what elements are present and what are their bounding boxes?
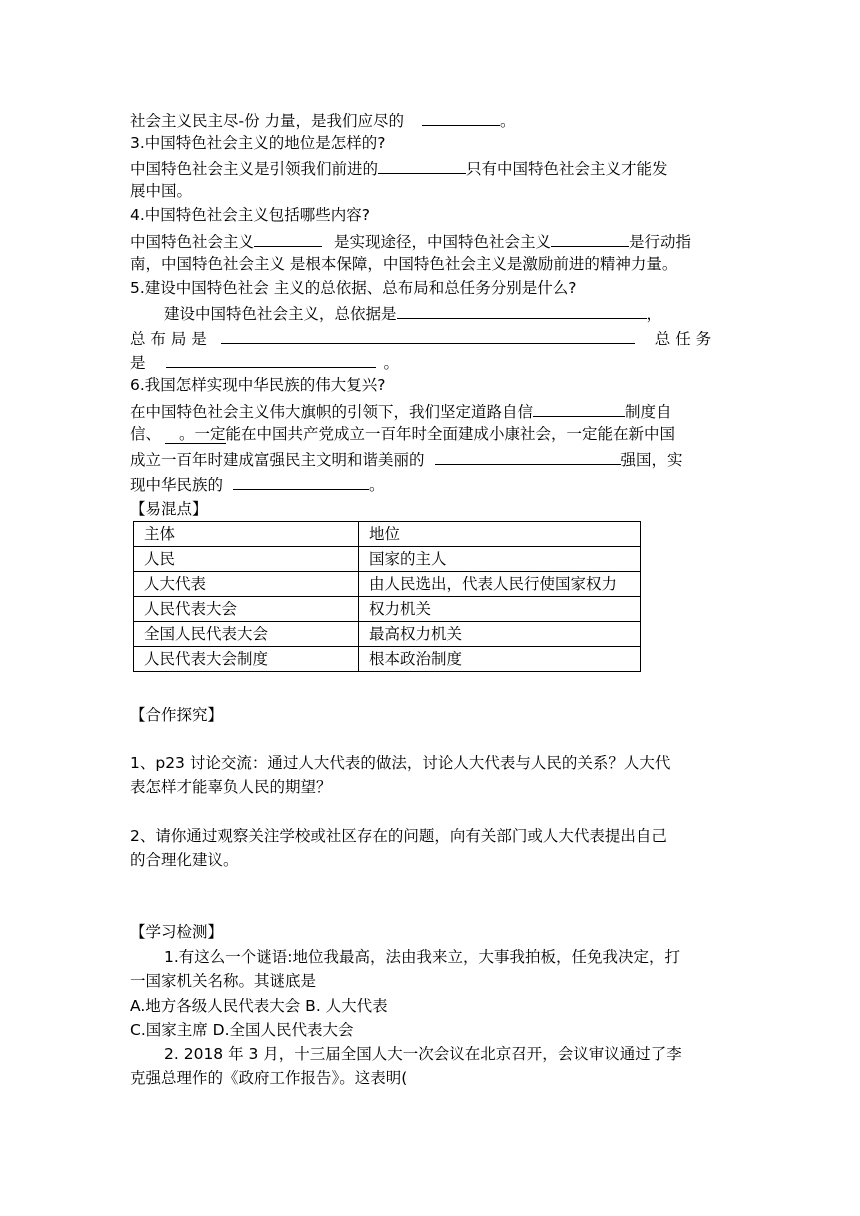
text-line: 克强总理作的《政府工作报告》。这表明( (130, 1069, 408, 1087)
text-line: 南，中国特色社会主义 是根本保障，中国特色社会主义是激励前进的精神力量。 (130, 255, 678, 273)
table-row (134, 597, 641, 622)
table-cell: 人大代表 (134, 572, 359, 597)
text-segment: 在中国特色社会主义伟大旗帜的引领下，我们坚定道路自信 (130, 403, 534, 421)
table-cell: 由人民选出，代表人民行使国家权力 (359, 572, 641, 597)
table-header-cell: 主体 (134, 522, 359, 547)
section-title-confusion: 【易混点】 (130, 500, 208, 518)
table-header-cell: 地位 (359, 522, 641, 547)
text-segment: 建设中国特色社会主义，总依据是 (164, 305, 397, 323)
table-row (134, 547, 641, 572)
text-line (130, 471, 730, 497)
fill-blank[interactable] (435, 446, 621, 465)
text-line: 2、请你通过观察关注学校或社区存在的问题，向有关部门或人大代表提出自己 (130, 827, 667, 845)
question-heading: 4.中国特色社会主义包括哪些内容? (130, 206, 371, 224)
text-segment: 总 任 务 (654, 330, 712, 348)
text-line: 2. 2018 年 3 月，十三届全国人大一次会议在北京召开，会议审议通过了李 (164, 1045, 682, 1063)
text-segment: 是行动指 (629, 233, 692, 251)
text-line: 展中国。 (130, 182, 193, 200)
section-title-cooperation: 【合作探究】 (130, 706, 224, 724)
text-line: 1.有这么一个谜语:地位我最高，法由我来立，大事我拍板，任免我决定，打 (164, 948, 681, 966)
text-segment: 成立一百年时建成富强民主文明和谐美丽的 (130, 451, 425, 469)
text-line (130, 228, 730, 254)
question-heading: 6.我国怎样实现中华民族的伟大复兴? (130, 376, 386, 394)
fill-blank[interactable] (378, 155, 466, 174)
text-line: 表怎样才能辜负人民的期望？ (130, 778, 332, 796)
text-segment: 中国特色社会主义是引领我们前进的 (130, 160, 379, 178)
table-cell: 人民 (134, 547, 359, 572)
table-header-row (134, 522, 641, 547)
text-line (130, 155, 730, 181)
text-segment: 现中华民族的 (130, 476, 224, 494)
table-cell: 国家的主人 (359, 547, 641, 572)
text-segment: 是 (130, 354, 146, 372)
text-segment: 是实现途径，中国特色社会主义 (334, 233, 552, 251)
text-line (130, 422, 730, 446)
text-segment: 。 (369, 476, 385, 494)
text-segment: 。 (500, 112, 516, 130)
fill-blank[interactable] (254, 228, 322, 247)
text-segment: 社会主义民主尽-份 力量，是我们应尽的 (130, 112, 405, 130)
text-line: 1、p23 讨论交流：通过人大代表的做法，讨论人大代表与人民的关系？人大代 (130, 754, 671, 772)
table-cell: 根本政治制度 (359, 647, 641, 672)
text-segment: 总 布 局 是 (130, 330, 207, 348)
text-line (130, 325, 730, 351)
table-row (134, 647, 641, 672)
table-row (134, 572, 641, 597)
fill-blank[interactable] (551, 228, 629, 247)
table-cell: 权力机关 (359, 597, 641, 622)
text-line (130, 107, 730, 133)
fill-blank[interactable] (422, 107, 500, 126)
question-heading: 5.建设中国特色社会 主义的总依据、总布局和总任务分别是什么? (130, 279, 577, 297)
text-line (164, 300, 764, 326)
fill-blank[interactable] (221, 325, 635, 344)
answer-options: C.国家主席 D.全国人民代表大会 (130, 1021, 354, 1039)
fill-blank[interactable] (533, 398, 625, 417)
table-cell: 人民代表大会 (134, 597, 359, 622)
fill-blank[interactable] (397, 300, 647, 319)
text-line (130, 446, 730, 472)
text-line: 的合理化建议。 (130, 851, 239, 869)
text-line (130, 349, 730, 375)
text-segment: 能在中国共产党成立一百年时全面建成小康社会，一定能在新中国 (225, 425, 676, 443)
text-segment: 信、 (130, 425, 162, 443)
table-cell: 人民代表大会制度 (134, 647, 359, 672)
section-title-test: 【学习检测】 (130, 923, 224, 941)
text-line: 一国家机关名称。其谜底是 (130, 972, 317, 990)
answer-options: A.地方各级人民代表大会 B. 人大代表 (130, 997, 388, 1015)
fill-blank[interactable] (233, 471, 369, 490)
table-cell: 全国人民代表大会 (134, 622, 359, 647)
text-segment: 只有中国特色社会主义才能发 (466, 160, 668, 178)
text-segment: 中国特色社会主义 (130, 233, 255, 251)
table-cell: 最高权力机关 (359, 622, 641, 647)
text-line (130, 398, 730, 424)
text-segment: ， (646, 305, 663, 323)
text-segment: 制度自 (625, 403, 672, 421)
table-row (134, 622, 641, 647)
text-segment: 强国，实 (620, 451, 683, 469)
confusion-table (133, 521, 641, 672)
text-segment: 。一定 (179, 425, 226, 443)
text-segment: 。 (383, 354, 400, 372)
question-heading: 3.中国特色社会主义的地位是怎样的? (130, 134, 386, 152)
fill-blank[interactable] (166, 349, 376, 368)
